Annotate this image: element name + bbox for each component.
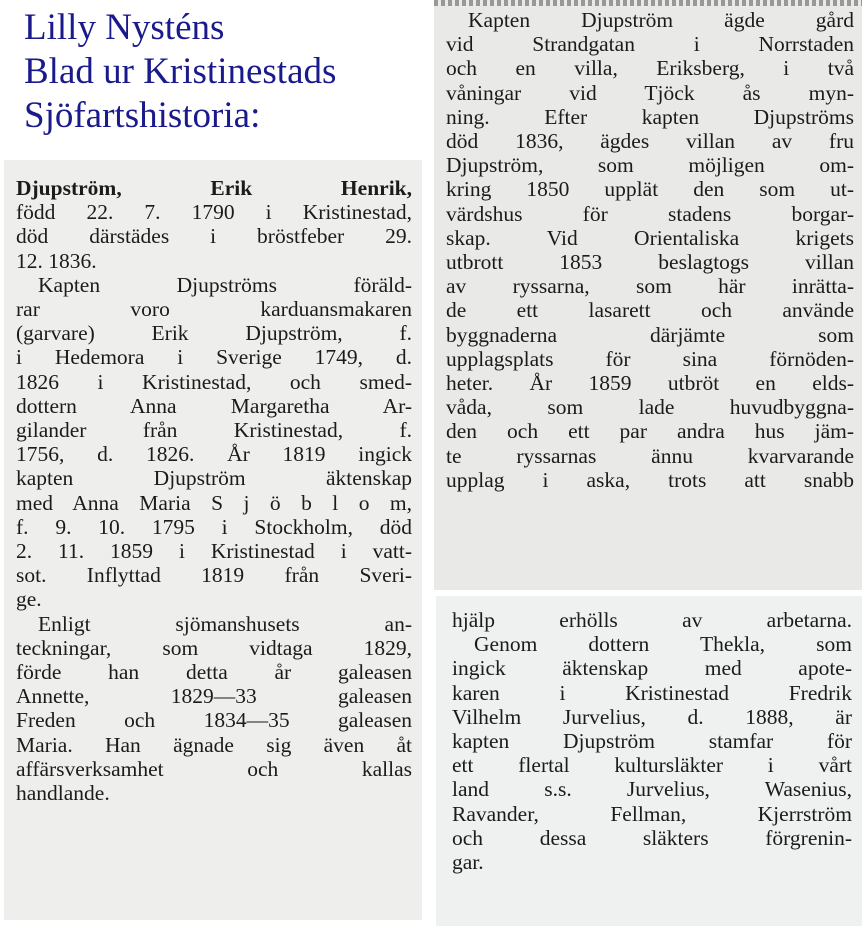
column1-text-line: 12. 1836. (16, 248, 97, 273)
column3-text-line: karen i Kristinestad Fredrik (452, 680, 852, 705)
column1-text-line: Annette, 1829—33 galeasen (16, 684, 412, 709)
column1-text-line: 1756, d. 1826. År 1819 ingick (16, 442, 412, 467)
title-line-2: Blad ur Kristinestads (24, 51, 337, 92)
column2-text-line: våningar vid Tjöck ås myn- (446, 80, 854, 105)
column2-text-line: byggnaderna därjämte som (446, 322, 854, 347)
column3-text-line: kapten Djupström stamfar för (452, 729, 852, 754)
column1-text-line: dottern Anna Margaretha Ar- (16, 393, 412, 418)
column1-text-line: 2. 11. 1859 i Kristinestad i vatt- (16, 539, 412, 564)
column2-text-line: te ryssarnas ännu kvarvarande (446, 443, 854, 468)
column2-text-line: de ett lasarett och använde (446, 298, 854, 323)
column3-text-line: land s.s. Jurvelius, Wasenius, (452, 777, 852, 802)
column2-text-line: av ryssarna, som här inrätta- (446, 274, 854, 299)
column3-text-line: ett flertal kultursläkter i vårt (452, 753, 852, 778)
title-line-3: Sjöfartshistoria: (24, 95, 261, 136)
column1-text-line: kapten Djupström äktenskap (16, 466, 412, 491)
column3-text-line: Vilhelm Jurvelius, d. 1888, är (452, 704, 852, 729)
title-line-1: Lilly Nysténs (24, 7, 225, 48)
newspaper-clipping-1 (4, 160, 422, 920)
column3-text-line: och dessa släkters förgrenin- (452, 825, 852, 850)
column1-text-line: rar voro karduansmakaren (16, 297, 412, 322)
column2-text-line: skap. Vid Orientaliska krigets (446, 225, 854, 250)
column1-text-line: i Hedemora i Sverige 1749, d. (16, 345, 412, 370)
column1-text-line: handlande. (16, 781, 110, 806)
column3-text-line: Ravander, Fellman, Kjerrström (452, 801, 852, 826)
column2-text-line: Kapten Djupström ägde gård (468, 8, 854, 32)
column1-text-line: sot. Inflyttad 1819 från Sveri- (16, 563, 412, 588)
column2-text-line: upplag i aska, trots att snabb (446, 467, 854, 492)
column2-text-line: Djupström, som möjligen om- (446, 153, 854, 178)
column1-text-line: teckningar, som vidtaga 1829, (16, 635, 412, 660)
column3-text-line: gar. (452, 850, 484, 875)
column1-text-line: affärsverksamhet och kallas (16, 756, 412, 781)
column2-text-line: upplagsplats för sina förnöden- (446, 346, 854, 371)
column1-text-line: f. 9. 10. 1795 i Stockholm, död (16, 514, 412, 539)
column1-text-line: förde han detta år galeasen (16, 660, 412, 685)
column1-text-line: Djupström, Erik Henrik, (16, 176, 412, 200)
column3-text-line: Genom dottern Thekla, som (474, 632, 852, 657)
column1-text-line: 1826 i Kristinestad, och smed- (16, 369, 412, 394)
column2-text-line: död 1836, ägdes villan av fru (446, 129, 854, 154)
column1-text-line: gilander från Kristinestad, f. (16, 418, 412, 443)
column1-text-line: Kapten Djupströms föräld- (38, 272, 412, 297)
column3-text-line: ingick äktenskap med apote- (452, 656, 852, 681)
column2-text-line: ning. Efter kapten Djupströms (446, 104, 854, 129)
column2-text-line: heter. År 1859 utbröt en elds- (446, 371, 854, 396)
column2-text-line: våda, som lade huvudbyggna- (446, 395, 854, 420)
newspaper-clipping-2 (434, 0, 862, 590)
column2-text-line: kring 1850 upplät den som ut- (446, 177, 854, 202)
column2-text-line: utbrott 1853 beslagtogs villan (446, 250, 854, 275)
column2-text-line: och en villa, Eriksberg, i två (446, 56, 854, 81)
document-title (24, 6, 424, 138)
column1-text-line: född 22. 7. 1790 i Kristinestad, (16, 200, 412, 225)
column2-text-line: vid Strandgatan i Norrstaden (446, 32, 854, 57)
column1-text-line: med Anna Maria S j ö b l o m, (16, 490, 412, 515)
clipping-cut-edge (434, 0, 862, 6)
column1-text-line: ge. (16, 587, 42, 612)
column1-text-line: Freden och 1834—35 galeasen (16, 708, 412, 733)
column1-text-line: (garvare) Erik Djupström, f. (16, 321, 412, 346)
column1-text-line: Maria. Han ägnade sig även åt (16, 732, 412, 757)
column2-text-line: den och ett par andra hus jäm- (446, 419, 854, 444)
column1-text-line: död därstädes i bröstfeber 29. (16, 224, 412, 249)
newspaper-clipping-3 (436, 596, 862, 926)
column1-text-line: Enligt sjömanshusets an- (38, 611, 412, 636)
column3-text-line: hjälp erhölls av arbetarna. (452, 608, 852, 632)
column2-text-line: värdshus för stadens borgar- (446, 201, 854, 226)
